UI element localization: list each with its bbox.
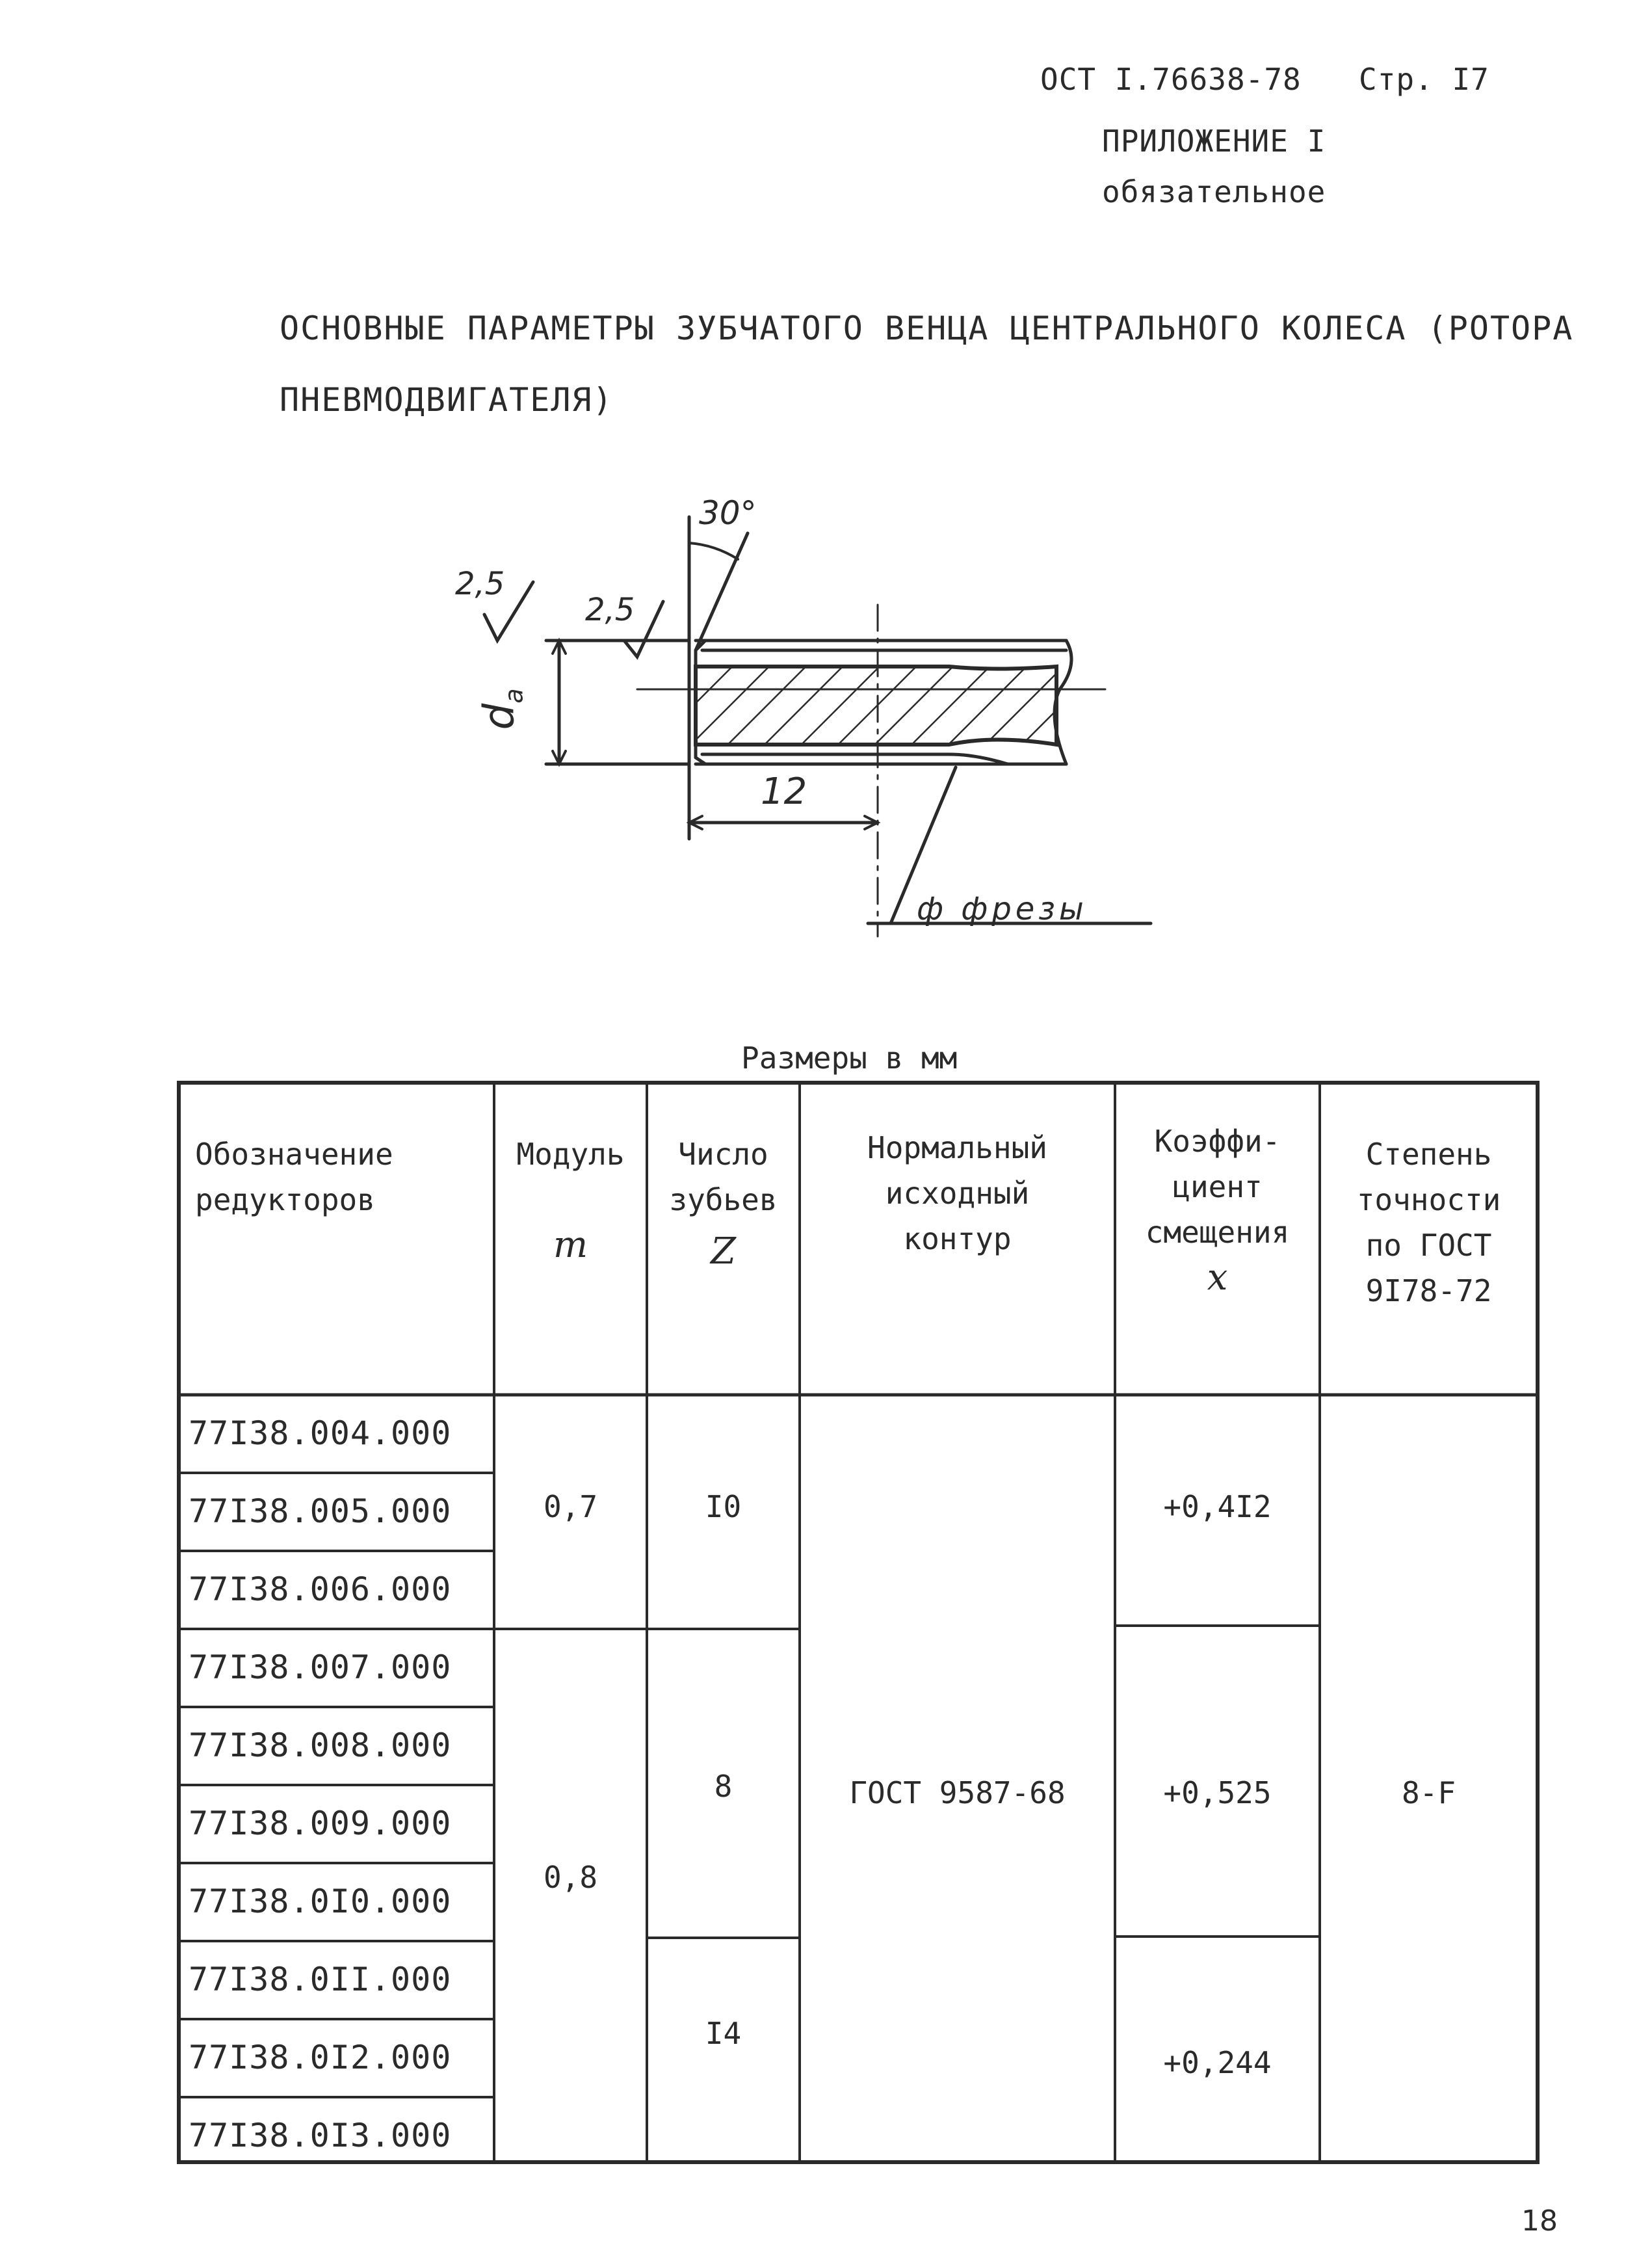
document-code: ОСТ I.76638-78 <box>1040 62 1302 97</box>
gear-parameters-table <box>176 1079 1541 2165</box>
table-row-code: 77I38.0I2.000 <box>189 2039 452 2076</box>
length-label: 12 <box>761 771 807 813</box>
table-row-code: 77I38.008.000 <box>189 1726 452 1764</box>
table-row-code: 77I38.0I3.000 <box>189 2117 452 2154</box>
teeth-symbol: Z <box>711 1230 736 1273</box>
title-line-2: ПНЕВМОДВИГАТЕЛЯ) <box>280 381 614 419</box>
roughness-right-label: 2,5 <box>585 592 635 628</box>
module-symbol: m <box>553 1224 588 1266</box>
coef-value: +0,525 <box>1163 1775 1272 1810</box>
roughness-left-label: 2,5 <box>455 566 505 602</box>
title-line-1: ОСНОВНЫЕ ПАРАМЕТРЫ ЗУБЧАТОГО ВЕНЦА ЦЕНТРАЛЬНОГО КОЛЕСА (РОТОРА <box>280 310 1574 347</box>
coef-symbol: x <box>1207 1256 1228 1299</box>
header-teeth: Число зубьев Z <box>647 1131 800 1275</box>
header-coef: Коэффи- циент смещения x <box>1115 1118 1320 1301</box>
header-accuracy: Степень точности по ГОСТ 9I78-72 <box>1356 1137 1501 1308</box>
appendix-title: ПРИЛОЖЕНИЕ I <box>1102 124 1326 159</box>
table-row-code: 77I38.005.000 <box>189 1492 452 1530</box>
table-row-code: 77I38.006.000 <box>189 1570 452 1608</box>
diameter-label: $d_a$ <box>475 688 529 730</box>
units-label: Размеры в мм <box>741 1040 958 1076</box>
appendix-status: обязательное <box>1102 174 1326 209</box>
coef-value: +0,244 <box>1163 2045 1272 2080</box>
angle-label: 30° <box>699 494 757 532</box>
header-designation: Обозначение редукторов <box>195 1137 393 1217</box>
accuracy-value: 8-F <box>1401 1775 1456 1810</box>
module-value: 0,7 <box>543 1489 598 1524</box>
module-value: 0,8 <box>543 1860 598 1895</box>
table-row-code: 77I38.0II.000 <box>189 1961 452 1998</box>
coef-value: +0,4I2 <box>1163 1489 1272 1524</box>
teeth-value: 8 <box>714 1769 733 1804</box>
hatched-section <box>696 667 1056 745</box>
table-row-code: 77I38.007.000 <box>189 1648 452 1686</box>
cutter-note: ф фрезы <box>917 891 1088 927</box>
teeth-value: I4 <box>705 2016 742 2051</box>
teeth-value: I0 <box>705 1489 742 1524</box>
table-row-code: 77I38.009.000 <box>189 1805 452 1842</box>
table-row-code: 77I38.0I0.000 <box>189 1883 452 1920</box>
gear-rim-drawing <box>0 0 1652 1040</box>
page-number: 18 <box>1521 2204 1558 2238</box>
contour-value: ГОСТ 9587-68 <box>849 1775 1066 1810</box>
page-label: Стр. I7 <box>1359 62 1489 97</box>
table-row-code: 77I38.004.000 <box>189 1414 452 1452</box>
header-module: Модуль m <box>494 1131 647 1268</box>
header-contour: Нормальный исходный контур <box>867 1130 1047 1256</box>
